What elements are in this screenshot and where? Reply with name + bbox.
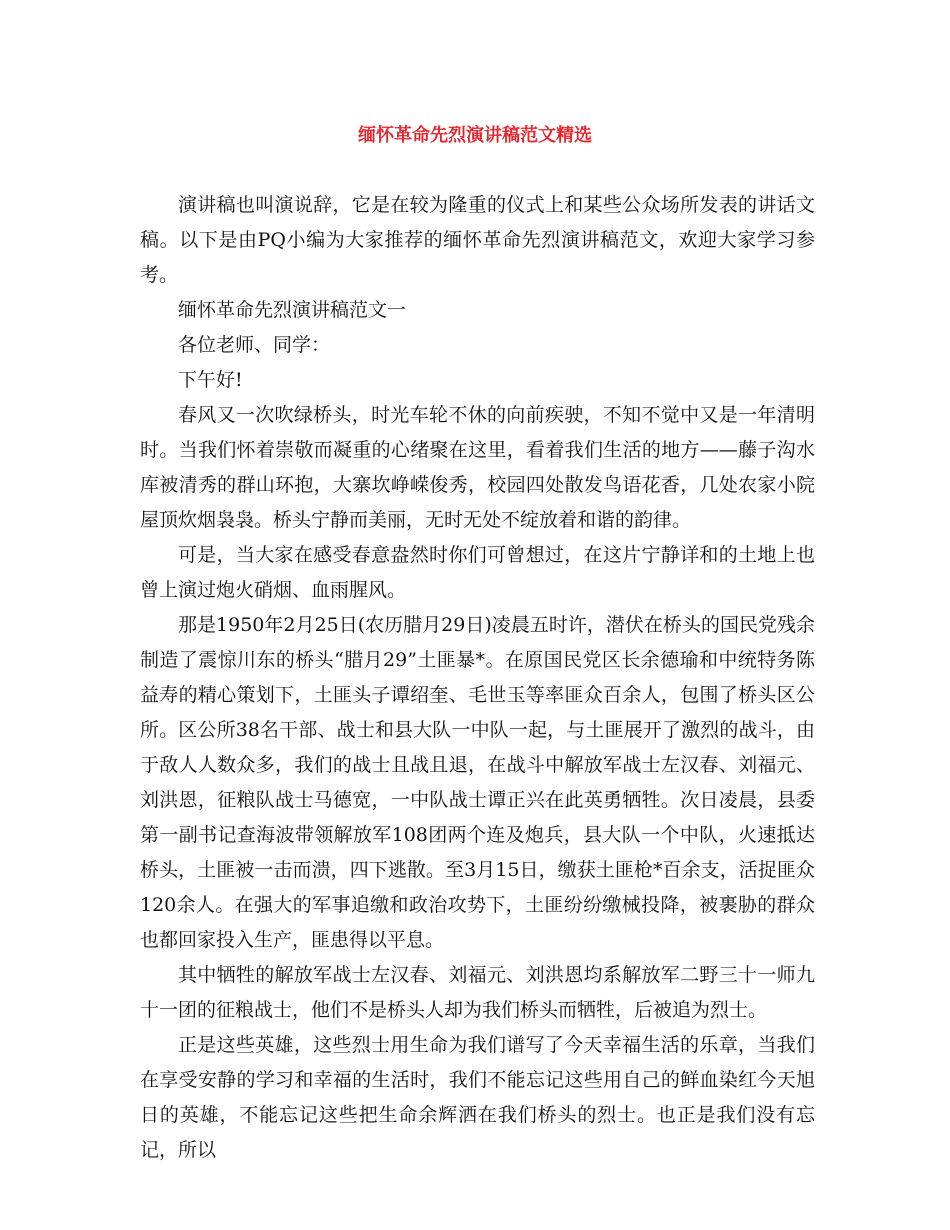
paragraph-battle: 那是1950年2月25日(农历腊月29日)凌晨五时许，潜伏在桥头的国民党残余制造了震惊川东的桥头“腊月29”土匪暴*。在原国民党区长余德瑜和中统特务陈益寿的精心策划下，土匪头子谭绍奎、毛世玉等率匪众百余人，包围了桥头区公所。区公所38名干部、战士和县大队一中队一起，与土匪展开了激烈的战斗，由于敌人人数众多，我们的战士且战且退，在战斗中解放军战士左汉春、刘福元、刘洪恩，征粮队战士马德宽，一中队战士谭正兴在此英勇牺牲。次日凌晨，县委第一副书记查海波带领解放军108团两个连及炮兵，县大队一个中队，火速抵达桥头，土匪被一击而溃，四下逃散。至3月15日，缴获土匪枪*百余支，活捉匪众120余人。在强大的军事追缴和政治攻势下，土匪纷纷缴械投降，被裹胁的群众也都回家投入生产，匪患得以平息。 <box>140 614 815 951</box>
paragraph-greeting: 下午好! <box>178 369 243 391</box>
paragraph-martyrs: 其中牺牲的解放军战士左汉春、刘福元、刘洪恩均系解放军二野三十一师九十一团的征粮战士，他们不是桥头人却为我们桥头而牺牲，后被追为烈士。 <box>140 964 815 1021</box>
paragraph-salutation: 各位老师、同学： <box>178 334 331 356</box>
paragraph-history-question: 可是，当大家在感受春意盎然时你们可曾想过，在这片宁静详和的土地上也曾上演过炮火硝烟、血雨腥风。 <box>140 544 815 601</box>
paragraph-remembrance: 正是这些英雄，这些烈士用生命为我们谱写了今天幸福生活的乐章，当我们在享受安静的学习和幸福的生活时，我们不能忘记这些用自己的鲜血染红今天旭日的英雄，不能忘记这些把生命余辉洒在我们桥头的烈士。也正是我们没有忘记，所以 <box>140 1034 815 1161</box>
document-body <box>140 188 815 1168</box>
paragraph-intro: 演讲稿也叫演说辞，它是在较为隆重的仪式上和某些公众场所发表的讲话文稿。以下是由PQ小编为大家推荐的缅怀革命先烈演讲稿范文，欢迎大家学习参考。 <box>140 194 815 286</box>
paragraph-heading: 缅怀革命先烈演讲稿范文一 <box>178 299 407 321</box>
paragraph-spring: 春风又一次吹绿桥头，时光车轮不休的向前疾驶，不知不觉中又是一年清明时。当我们怀着崇敬而凝重的心绪聚在这里，看着我们生活的地方——藤子沟水库被清秀的群山环抱，大寨坎峥嵘俊秀，校园四处散发鸟语花香，几处农家小院屋顶炊烟袅袅。桥头宁静而美丽，无时无处不绽放着和谐的韵律。 <box>140 404 815 531</box>
document-title: 缅怀革命先烈演讲稿范文精选 <box>358 125 592 146</box>
